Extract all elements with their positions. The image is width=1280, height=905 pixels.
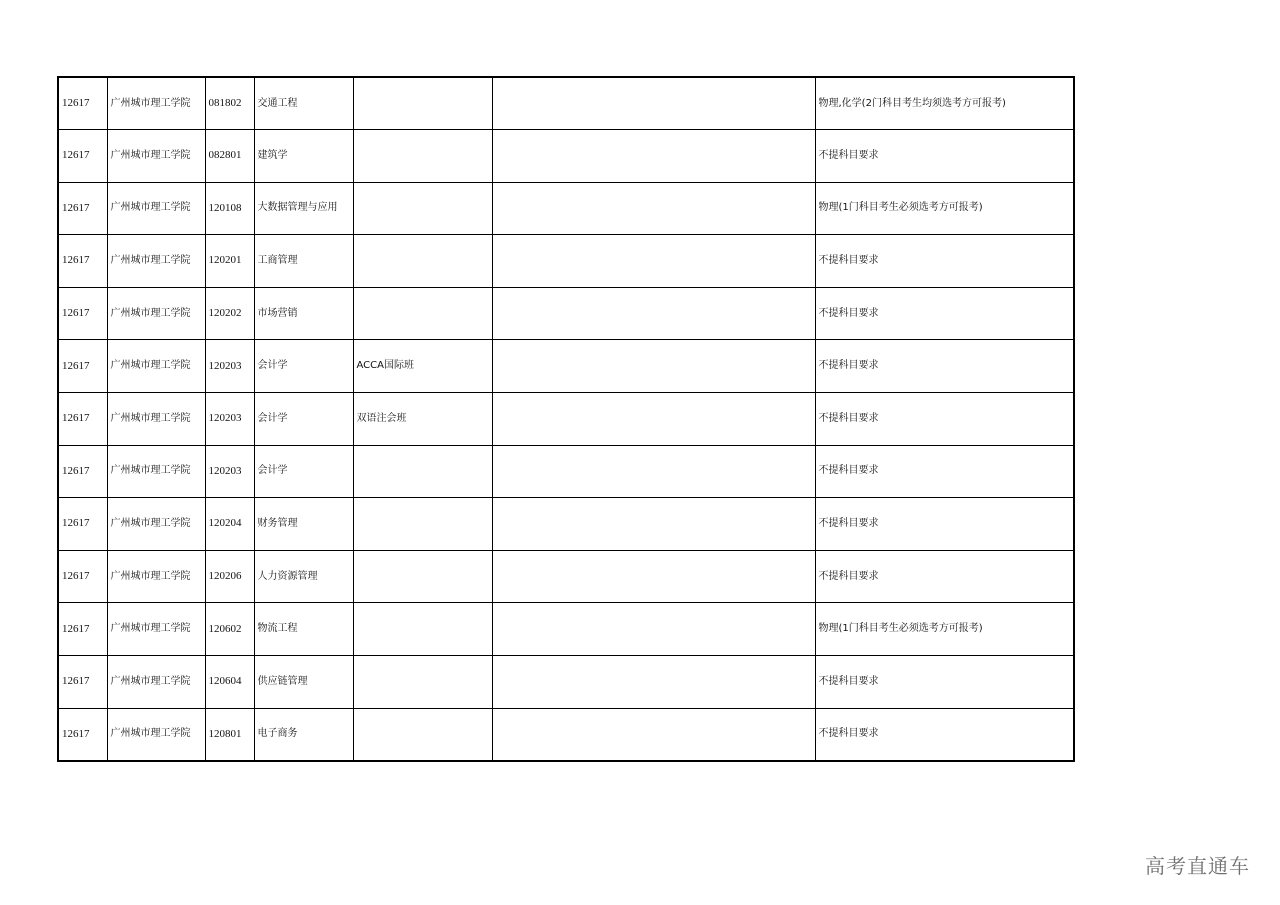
school-code-cell: 12617 bbox=[58, 130, 107, 183]
school-code-cell: 12617 bbox=[58, 498, 107, 551]
school-code-cell: 12617 bbox=[58, 708, 107, 761]
major-name-cell: 大数据管理与应用 bbox=[254, 182, 353, 235]
major-code-cell: 120602 bbox=[205, 603, 254, 656]
school-code-cell: 12617 bbox=[58, 393, 107, 446]
major-note-cell bbox=[353, 445, 492, 498]
school-code-cell: 12617 bbox=[58, 550, 107, 603]
school-code-cell: 12617 bbox=[58, 287, 107, 340]
subject-requirement-cell: 不提科目要求 bbox=[815, 708, 1074, 761]
major-note-cell: ACCA国际班 bbox=[353, 340, 492, 393]
major-code-cell: 120206 bbox=[205, 550, 254, 603]
major-name-cell: 市场营销 bbox=[254, 287, 353, 340]
school-name-cell: 广州城市理工学院 bbox=[107, 130, 205, 183]
major-note-cell bbox=[353, 235, 492, 288]
extra-cell bbox=[492, 603, 815, 656]
table-row bbox=[58, 77, 1074, 130]
subject-requirement-cell: 不提科目要求 bbox=[815, 130, 1074, 183]
school-code-cell: 12617 bbox=[58, 340, 107, 393]
table-row bbox=[58, 287, 1074, 340]
major-note-cell bbox=[353, 656, 492, 709]
school-code-cell: 12617 bbox=[58, 656, 107, 709]
major-name-cell: 电子商务 bbox=[254, 708, 353, 761]
watermark-text: 高考直通车 bbox=[1145, 854, 1250, 878]
table-row bbox=[58, 550, 1074, 603]
table-row bbox=[58, 498, 1074, 551]
school-name-cell: 广州城市理工学院 bbox=[107, 550, 205, 603]
table-row bbox=[58, 603, 1074, 656]
major-name-cell: 会计学 bbox=[254, 445, 353, 498]
school-code-cell: 12617 bbox=[58, 603, 107, 656]
school-code-cell: 12617 bbox=[58, 77, 107, 130]
table-row bbox=[58, 393, 1074, 446]
major-name-cell: 会计学 bbox=[254, 340, 353, 393]
major-code-cell: 120604 bbox=[205, 656, 254, 709]
school-code-cell: 12617 bbox=[58, 182, 107, 235]
school-name-cell: 广州城市理工学院 bbox=[107, 77, 205, 130]
major-code-cell: 120108 bbox=[205, 182, 254, 235]
major-code-cell: 120204 bbox=[205, 498, 254, 551]
major-code-cell: 082801 bbox=[205, 130, 254, 183]
subject-requirement-cell: 物理,化学(2门科目考生均须选考方可报考) bbox=[815, 77, 1074, 130]
major-note-cell bbox=[353, 77, 492, 130]
table-row bbox=[58, 708, 1074, 761]
subject-requirement-cell: 不提科目要求 bbox=[815, 235, 1074, 288]
school-name-cell: 广州城市理工学院 bbox=[107, 708, 205, 761]
major-note-cell bbox=[353, 182, 492, 235]
extra-cell bbox=[492, 393, 815, 446]
major-name-cell: 交通工程 bbox=[254, 77, 353, 130]
extra-cell bbox=[492, 445, 815, 498]
major-name-cell: 财务管理 bbox=[254, 498, 353, 551]
major-code-cell: 081802 bbox=[205, 77, 254, 130]
school-name-cell: 广州城市理工学院 bbox=[107, 603, 205, 656]
subject-requirement-cell: 不提科目要求 bbox=[815, 550, 1074, 603]
major-code-cell: 120202 bbox=[205, 287, 254, 340]
school-name-cell: 广州城市理工学院 bbox=[107, 498, 205, 551]
major-name-cell: 人力资源管理 bbox=[254, 550, 353, 603]
extra-cell bbox=[492, 287, 815, 340]
major-code-cell: 120203 bbox=[205, 393, 254, 446]
major-name-cell: 会计学 bbox=[254, 393, 353, 446]
table-row bbox=[58, 182, 1074, 235]
major-name-cell: 建筑学 bbox=[254, 130, 353, 183]
school-code-cell: 12617 bbox=[58, 445, 107, 498]
major-name-cell: 供应链管理 bbox=[254, 656, 353, 709]
subject-requirement-cell: 不提科目要求 bbox=[815, 445, 1074, 498]
subject-requirement-cell: 不提科目要求 bbox=[815, 287, 1074, 340]
major-note-cell bbox=[353, 130, 492, 183]
subject-requirement-cell: 物理(1门科目考生必须选考方可报考) bbox=[815, 182, 1074, 235]
school-name-cell: 广州城市理工学院 bbox=[107, 235, 205, 288]
major-note-cell bbox=[353, 287, 492, 340]
admission-requirements-table bbox=[57, 76, 1075, 762]
extra-cell bbox=[492, 550, 815, 603]
major-name-cell: 工商管理 bbox=[254, 235, 353, 288]
major-note-cell bbox=[353, 550, 492, 603]
table-row bbox=[58, 235, 1074, 288]
school-name-cell: 广州城市理工学院 bbox=[107, 656, 205, 709]
major-note-cell bbox=[353, 708, 492, 761]
major-code-cell: 120201 bbox=[205, 235, 254, 288]
table-row bbox=[58, 656, 1074, 709]
subject-requirement-cell: 物理(1门科目考生必须选考方可报考) bbox=[815, 603, 1074, 656]
subject-requirement-cell: 不提科目要求 bbox=[815, 498, 1074, 551]
extra-cell bbox=[492, 498, 815, 551]
major-code-cell: 120203 bbox=[205, 445, 254, 498]
table-row bbox=[58, 130, 1074, 183]
school-name-cell: 广州城市理工学院 bbox=[107, 287, 205, 340]
school-name-cell: 广州城市理工学院 bbox=[107, 393, 205, 446]
extra-cell bbox=[492, 130, 815, 183]
extra-cell bbox=[492, 77, 815, 130]
extra-cell bbox=[492, 656, 815, 709]
subject-requirement-cell: 不提科目要求 bbox=[815, 656, 1074, 709]
major-note-cell bbox=[353, 603, 492, 656]
major-code-cell: 120801 bbox=[205, 708, 254, 761]
major-note-cell: 双语注会班 bbox=[353, 393, 492, 446]
major-note-cell bbox=[353, 498, 492, 551]
extra-cell bbox=[492, 708, 815, 761]
extra-cell bbox=[492, 182, 815, 235]
table-row bbox=[58, 340, 1074, 393]
table-body bbox=[58, 77, 1074, 761]
subject-requirement-cell: 不提科目要求 bbox=[815, 340, 1074, 393]
extra-cell bbox=[492, 340, 815, 393]
table-row bbox=[58, 445, 1074, 498]
major-code-cell: 120203 bbox=[205, 340, 254, 393]
school-code-cell: 12617 bbox=[58, 235, 107, 288]
school-name-cell: 广州城市理工学院 bbox=[107, 445, 205, 498]
school-name-cell: 广州城市理工学院 bbox=[107, 340, 205, 393]
school-name-cell: 广州城市理工学院 bbox=[107, 182, 205, 235]
major-name-cell: 物流工程 bbox=[254, 603, 353, 656]
subject-requirement-cell: 不提科目要求 bbox=[815, 393, 1074, 446]
extra-cell bbox=[492, 235, 815, 288]
